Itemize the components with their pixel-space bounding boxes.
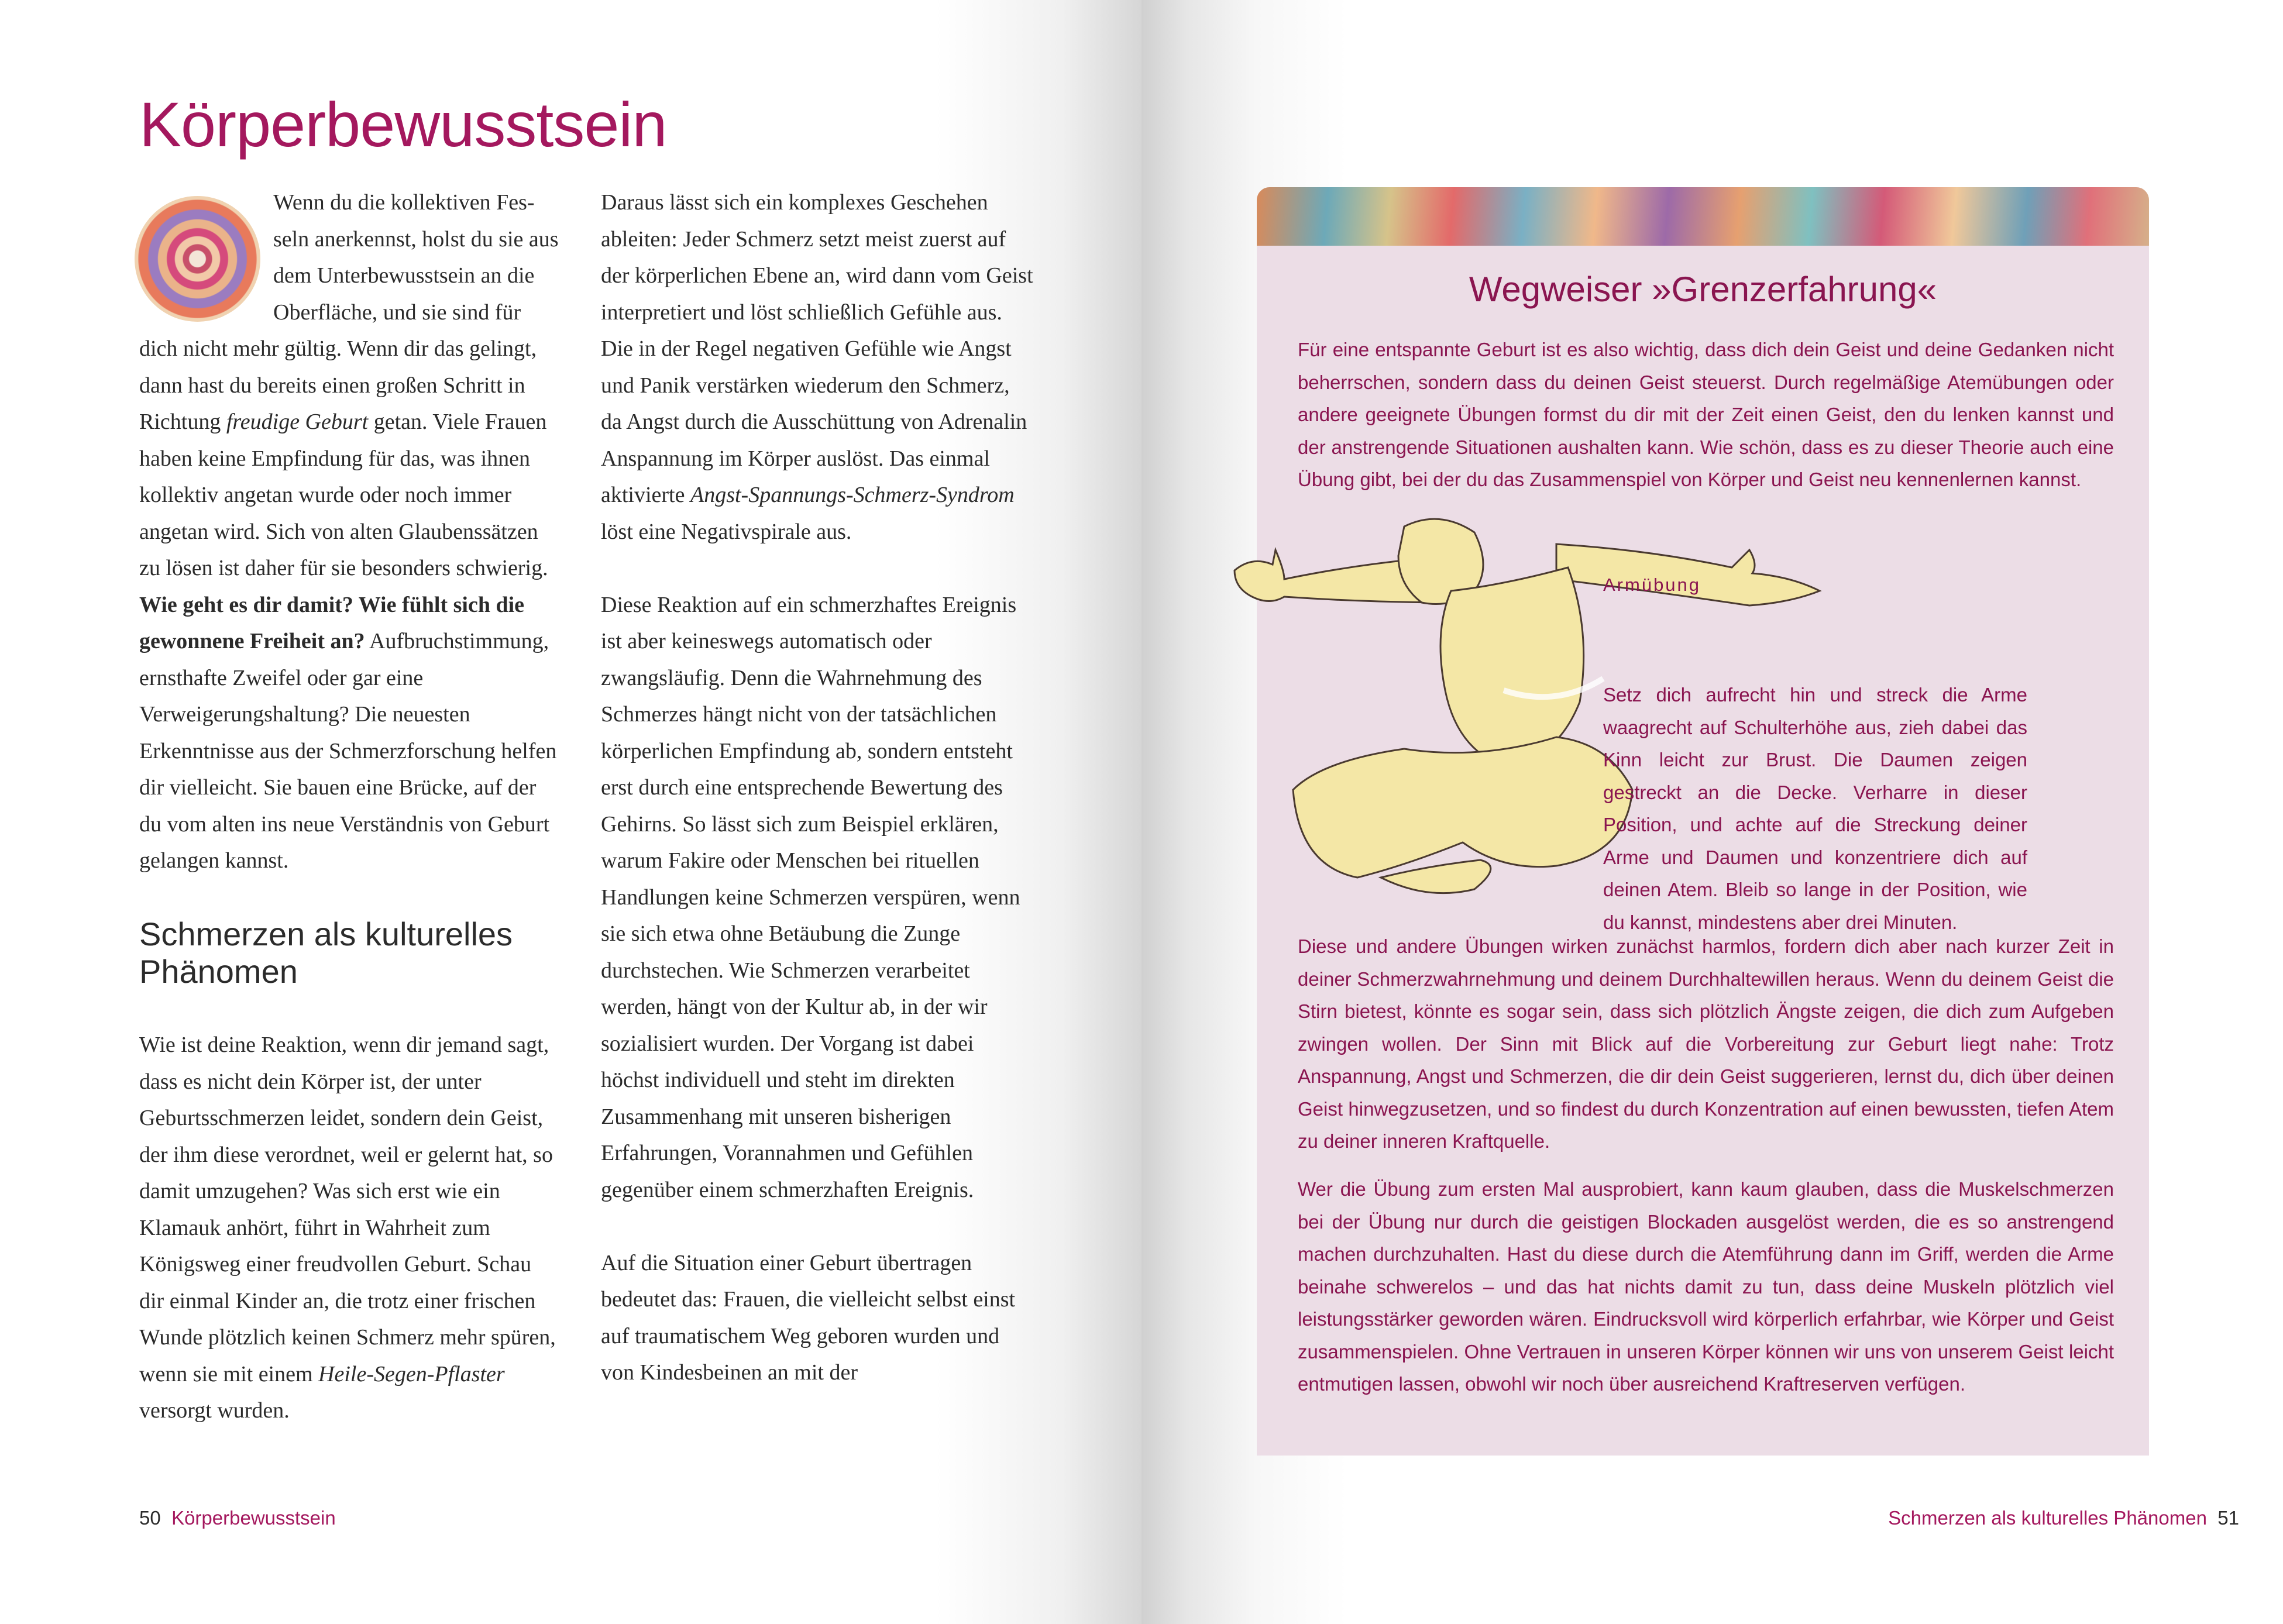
section-paragraph (139, 1027, 561, 1429)
text-run: Daraus lässt sich ein komplexes Geschehen ableiten: Jeder Schmerz setzt meist zuerst auf der körperlichen Ebene an, wird dann vom Geist interpretiert und löst schließlich Gefühle aus. Die in der Regel negativen Gefühle wie Angst und Panik verstärken wiederum den Schmerz, da Angst durch die Ausschüttung von Adrenalin Anspannung im Körper auslöst. Das einmal aktivierte (601, 190, 1033, 507)
box-paragraph: Diese und andere Übungen wirken zunächst harmlos, fordern dich aber nach kurzer Zeit in deiner Schmerzwahrnehmung und deinem Durchhaltewillen heraus. Wenn du deinem Geist die Stirn bietest, könnte es sogar sein, dass sich plötzlich Ängste zeigen, die dich zum Aufgeben zwingen wollen. Der Sinn mit Blick auf die Vorbereitung zur Geburt liegt nahe: Trotz Anspannung, Angst und Schmerzen, die dir dein Geist suggerieren, lernst du, dich über deinen Geist hinwegzusetzen, und so findest du durch Konzentration auf einen bewussten, tiefen Atem zu deiner inneren Kraftquelle. (1298, 935, 2114, 1152)
text-run: löst eine Negativspirale aus. (601, 519, 852, 544)
box-title: Wegweiser »Grenzerfahrung« (1469, 270, 1937, 309)
box-paragraph: Wer die Übung zum ersten Mal ausprobiert, kann kaum glauben, dass die Muskelschmerzen bei der Übung nur durch die geistigen Blockaden ausgelöst werden, die es so anstrengend machen durchzuhalten. Hast du diese durch die Atemführung dann im Griff, werden die Arme beinahe schwerelos – und das hat nichts damit zu tun, dass deine Muskeln plötzlich viel leistungsstärker geworden wären. Eindrucksvoll wird körperlich erfahrbar, wie Körper und Geist zusammenspielen. Ohne Vertrauen in unseren Körper können wir uns von unserem Geist leicht entmutigen lassen, obwohl wir noch über ausreichend Kraftreserven verfügen. (1298, 1178, 2114, 1395)
exercise-instructions: Setz dich aufrecht hin und streck die Arme waagrecht auf Schulterhöhe aus, zieh dabei das Kinn leicht zur Brust. Die Daumen zeigen gestreckt an die Decke. Verharre in dieser Position, und achte auf die Streckung deiner Arme und Daumen und konzentriere dich auf deinen Atem. Bleib so lange in der Position, wie du kannst, mindestens aber drei Minuten. (1603, 684, 2027, 933)
box-intro-paragraph: Für eine entspannte Geburt ist es also wichtig, dass dich dein Geist und deine Gedanken nicht beherrschen, sondern dass du deinen Geist steuerst. Durch regelmäßige Atemübungen oder andere geeignete Übungen formst du dir mit der Zeit einen Geist, den du lenken kannst und der anstrengende Situationen aushalten kann. Wie schön, dass es zu dieser Theorie auch eine Übung gibt, bei der du das Zusammenspiel von Körper und Geist neu kennenlernen kannst. (1298, 339, 2114, 490)
left-column-2 (601, 184, 1034, 1427)
text-run: Aufbruchstimmung, ernsthafte Zweifel oder gar eine Verweigerungshaltung? Die neuesten Erkenntnisse aus der Schmerzforschung helfen dir vielleicht. Sie bauen eine Brücke, auf der du vom alten ins neue Verständnis von Geburt gelangen kannst. (139, 629, 557, 873)
footer-section-title: Körperbewusstsein (171, 1507, 336, 1529)
footer-right (1888, 1507, 2239, 1529)
text-run: versorgt wurden. (139, 1398, 290, 1423)
left-column-1 (139, 184, 561, 1465)
text-run: Wenn du die kollektiven Fesseln anerkennst, holst du sie aus dem Unterbewusstsein an die Oberfläche, und sie sind für dich nicht mehr gültig. Wenn dir das gelingt, dann hast du bereits einen großen Schritt in Richtung (139, 190, 559, 434)
footer-left (139, 1507, 336, 1529)
text-run: getan. Viele Frauen haben keine Empfindung für das, was ihnen kollektiv angetan wurde oder noch immer angetan wird. Sich von alten Glaubenssätzen zu lösen ist daher für sie besonders schwierig. (139, 410, 548, 580)
paragraph (601, 184, 1034, 550)
exercise-label: Armübung (1603, 574, 1701, 595)
italic-term: Heile-Segen-Pflaster (318, 1361, 505, 1386)
text-run: Wie ist deine Reaktion, wenn dir jemand sagt, dass es nicht dein Körper ist, der unter Geburtsschmerzen leidet, sondern dein Geist, der ihm diese verordnet, weil er gelernt hat, so damit umzugehen? Was sich erst wie ein Klamauk anhört, führt in Wahrheit zum Königsweg einer freudvollen Geburt. Schau dir einmal Kinder an, die trotz einer frischen Wunde plötzlich keinen Schmerz mehr spüren, wenn sie mit einem (139, 1033, 556, 1386)
section-subheading: Schmerzen als kulturelles Phänomen (139, 916, 513, 990)
page-number: 51 (2217, 1507, 2239, 1529)
footer-section-title: Schmerzen als kulturelles Phänomen (1888, 1507, 2207, 1529)
intro-paragraph (139, 184, 561, 879)
page-number: 50 (139, 1507, 161, 1529)
chapter-title: Körperbewusstsein (139, 89, 667, 160)
italic-term: Angst-Spannungs-Schmerz-Syndrom (690, 483, 1015, 507)
paragraph: Diese Reaktion auf ein schmerzhaftes Ereignis ist aber keineswegs automatisch oder zwangsläufig. Denn die Wahrnehmung des Schmerzes hängt nicht von der tatsächlichen körperlichen Empfindung ab, sondern entsteht erst durch eine entsprechende Bewertung des Gehirns. So lässt sich zum Beispiel erklären, warum Fakire oder Menschen bei rituellen Handlungen keine Schmerzen verspüren, wenn sie sich etwa ohne Betäubung die Zunge durchstechen. Wie Schmerzen verarbeitet werden, hängt von der Kultur ab, in der wir sozialisiert wurden. Der Vorgang ist dabei höchst individuell und steht im direkten Zusammenhang mit unseren bisherigen Erfahrungen, Vorannahmen und Gefühlen gegenüber einem schmerzhaften Ereignis. (601, 592, 1020, 1202)
decorative-swirl-image (135, 196, 260, 322)
painted-header-band (1257, 187, 2149, 246)
bold-question: Wie geht es dir damit? Wie fühlt sich die gewonnene Freiheit an? (139, 592, 525, 653)
paragraph: Auf die Situation einer Geburt übertragen bedeutet das: Frauen, die vielleicht selbst einst auf traumatischem Weg geboren wurden und von Kindesbeinen an mit der (601, 1250, 1016, 1385)
italic-term: freudige Geburt (226, 410, 369, 434)
